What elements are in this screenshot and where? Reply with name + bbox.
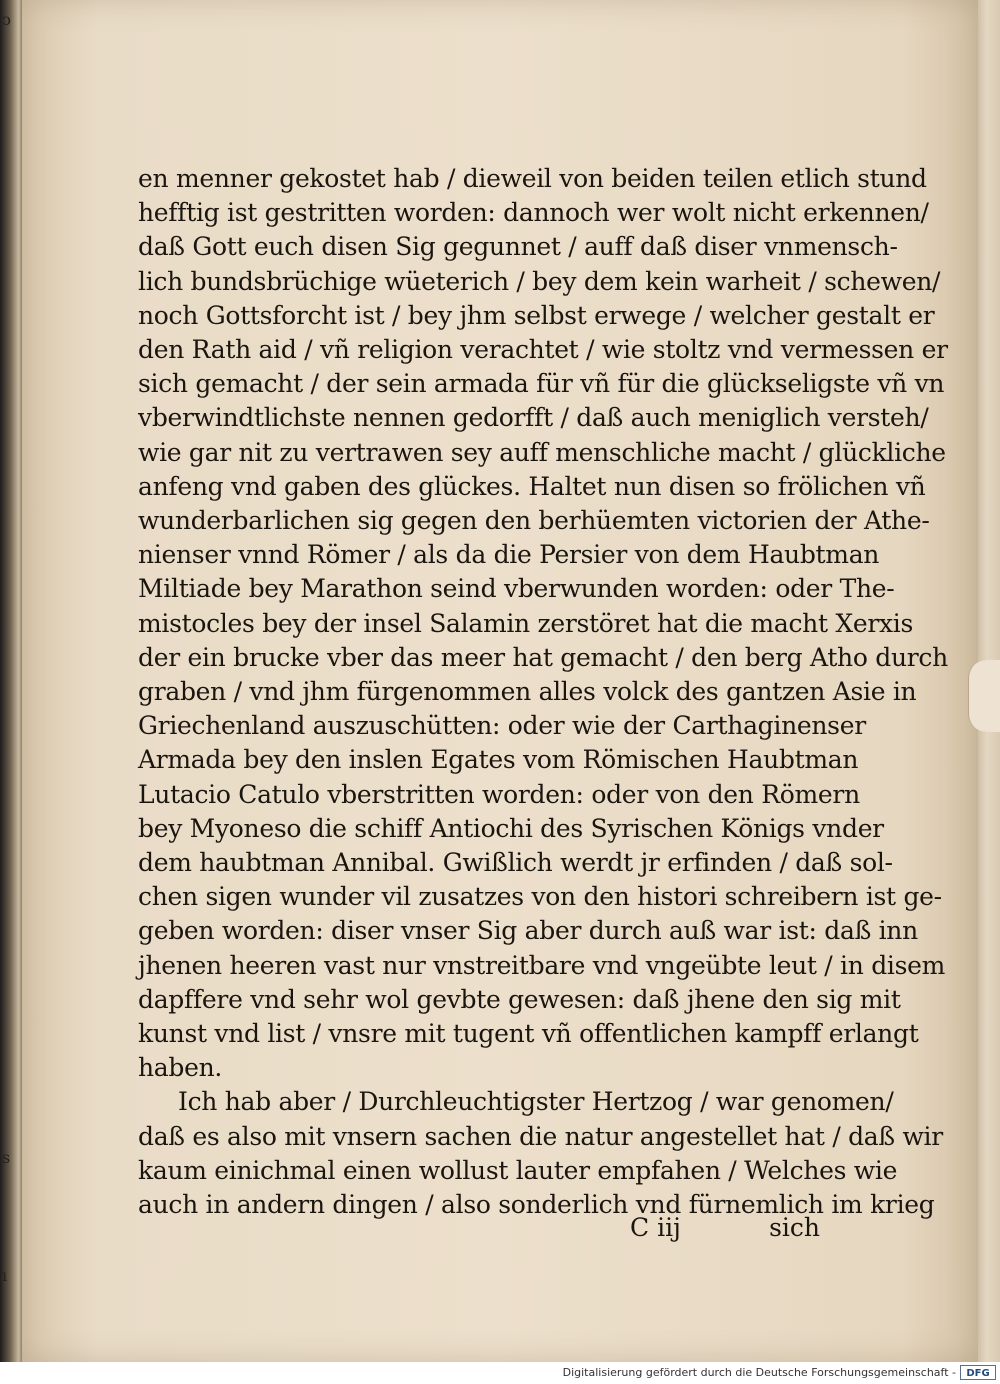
page-footer-marks	[630, 1213, 820, 1247]
signature-mark: C iij	[630, 1213, 681, 1242]
text-line: daß es also mit vnsern sachen die natur angestellet hat / daß wir	[138, 1121, 943, 1151]
text-line: en menner gekostet hab / dieweil von beiden teilen etlich stund	[138, 164, 927, 193]
text-line: jhenen heeren vast nur vnstreitbare vnd vngeübte leut / in disem	[138, 950, 946, 980]
page-clip-tab	[968, 660, 1000, 732]
text-line: den Rath aid / vñ religion verachtet / wie stoltz vnd vermessen er	[138, 335, 948, 365]
text-line: kaum einichmal einen wollust lauter empfahen / Welches wie	[138, 1155, 898, 1185]
text-line: der ein brucke vber das meer hat gemacht / den berg Atho durch	[138, 642, 948, 672]
text-line: Griechenland auszuschütten: oder wie der Carthaginenser	[138, 711, 866, 741]
text-line: geben worden: diser vnser Sig aber durch auß war ist: daß inn	[138, 916, 918, 946]
page-text-block	[138, 162, 948, 1222]
text-line: haben.	[138, 1053, 223, 1083]
text-line: vberwindtlichste nennen gedorfft / daß auch meniglich versteh/	[138, 403, 929, 433]
text-line: mistocles bey der insel Salamin zerstöret hat die macht Xerxis	[138, 608, 914, 638]
text-line: Lutacio Catulo vberstritten worden: oder von den Römern	[138, 779, 860, 809]
text-line: Armada bey den inslen Egates vom Römischen Haubtman	[138, 745, 859, 775]
text-line: chen sigen wunder vil zusatzes von den histori schreibern ist ge-	[138, 882, 942, 912]
text-line: nienser vnnd Römer / als da die Persier von dem Haubtman	[138, 540, 880, 570]
text-line: hefftig ist gestritten worden: dannoch wer wolt nicht erkennen/	[138, 198, 929, 228]
text-line: anfeng vnd gaben des glückes. Haltet nun disen so frölichen vñ	[138, 471, 926, 501]
text-line: noch Gottsforcht ist / bey jhm selbst erwege / welcher gestalt er	[138, 300, 935, 330]
left-page-fragments: ↄ s ı	[2, 10, 11, 1285]
digitization-footer	[0, 1362, 1000, 1384]
text-line: Ich hab aber / Durchleuchtigster Hertzog / war genomen/	[178, 1087, 894, 1117]
text-line: wunderbarlichen sig gegen den berhüemten victorien der Athe-	[138, 506, 930, 536]
text-line: auch in andern dingen / also sonderlich vnd fürnemlich im krieg	[138, 1190, 935, 1220]
book-page	[22, 0, 978, 1362]
text-line: daß Gott euch disen Sig gegunnet / auff daß diser vnmensch-	[138, 232, 898, 262]
catchword: sich	[769, 1213, 820, 1242]
funding-credit: Digitalisierung gefördert durch die Deutsche Forschungsgemeinschaft -	[562, 1366, 956, 1379]
text-line: kunst vnd list / vnsre mit tugent vñ offentlichen kampff erlangt	[138, 1019, 919, 1049]
text-line: graben / vnd jhm fürgenommen alles volck des gantzen Asie in	[138, 677, 917, 707]
text-line: Miltiade bey Marathon seind vberwunden worden: oder The-	[138, 574, 895, 604]
dfg-logo-icon: DFG	[960, 1365, 996, 1380]
text-line: bey Myoneso die schiff Antiochi des Syrischen Königs vnder	[138, 813, 884, 843]
text-line: wie gar nit zu vertrawen sey auff menschliche macht / glückliche	[138, 437, 946, 467]
text-line: lich bundsbrüchige wüeterich / bey dem kein warheit / schewen/	[138, 266, 941, 296]
text-line: sich gemacht / der sein armada für vñ für die glückseligste vñ vn	[138, 369, 945, 399]
text-line: dem haubtman Annibal. Gwißlich werdt jr erfinden / daß sol-	[138, 848, 893, 878]
text-line: dapffere vnd sehr wol gevbte gewesen: daß jhene den sig mit	[138, 984, 901, 1014]
